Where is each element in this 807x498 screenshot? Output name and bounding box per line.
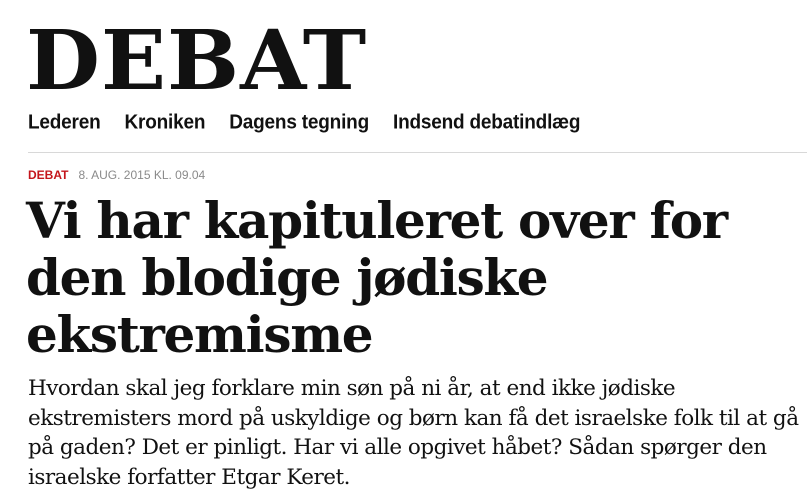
- article-timestamp: 8. AUG. 2015 KL. 09.04: [78, 168, 206, 182]
- header-divider: [28, 152, 807, 153]
- nav-item-indsend-debatindlaeg[interactable]: Indsend debatindlæg: [392, 111, 581, 134]
- section-logo[interactable]: DEBAT: [26, 13, 368, 109]
- section-nav: [28, 112, 580, 134]
- article-meta: [28, 168, 205, 182]
- nav-item-kroniken[interactable]: Kroniken: [124, 111, 206, 134]
- nav-item-lederen[interactable]: Lederen: [28, 111, 101, 134]
- article-headline: Vi har kapituleret over for den blodige jødiske ekstremisme: [26, 191, 727, 364]
- article-lead: Hvordan skal jeg forklare min søn på ni år, at end ikke jødiske ekstremisters mord på uskyldige og børn kan få det israelske folk til at gå på gaden? Det er pinligt. Har vi alle opgivet håbet? Sådan spørger den israelske forfatter Etgar Keret.: [28, 376, 799, 490]
- article-category-link[interactable]: DEBAT: [28, 168, 69, 182]
- nav-item-dagens-tegning[interactable]: Dagens tegning: [229, 111, 369, 134]
